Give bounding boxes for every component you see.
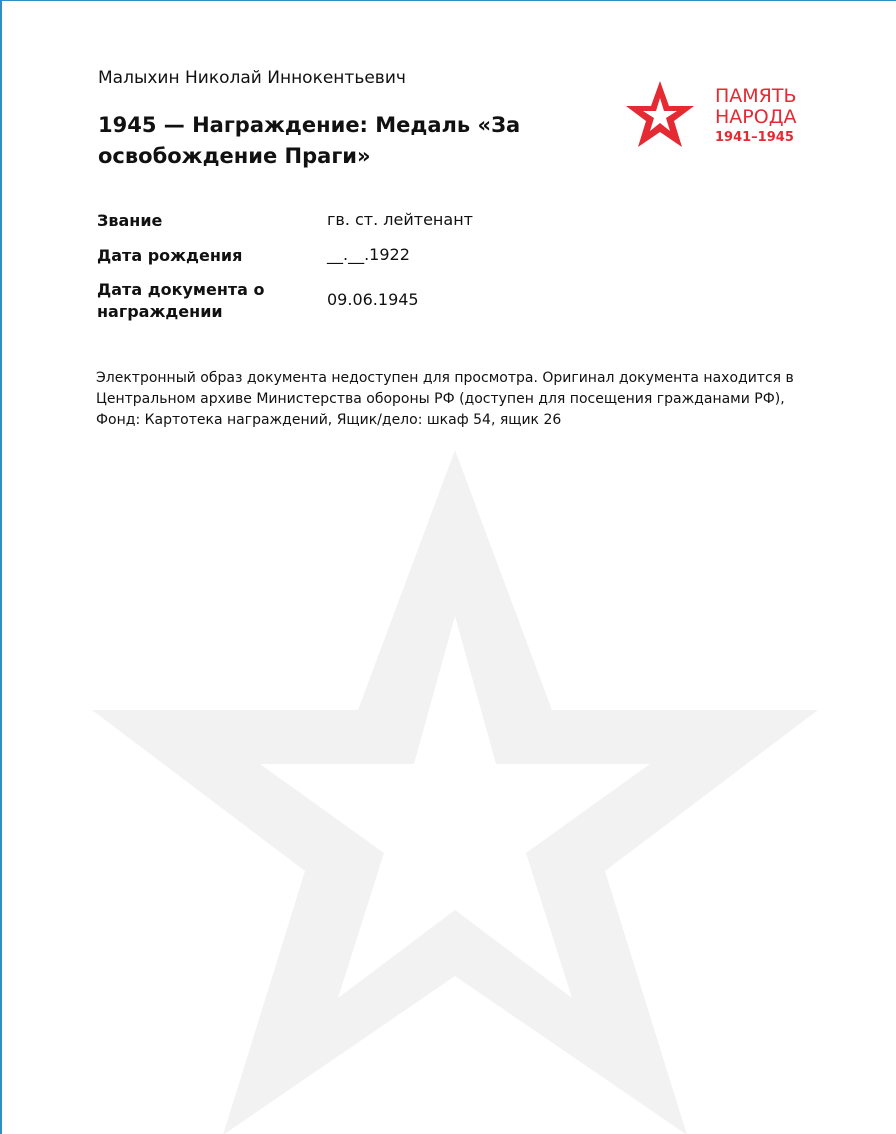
field-value: __.__.1922 xyxy=(327,245,410,264)
field-value: 09.06.1945 xyxy=(327,290,419,309)
logo-text xyxy=(715,86,797,146)
star-watermark-icon xyxy=(90,448,820,1134)
document-title: 1945 — Награждение: Медаль «За освобождение Праги» xyxy=(98,113,521,168)
archive-note: Электронный образ документа недоступен для просмотра. Оригинал документа находится в Центральном архиве Министерства обороны РФ (доступен для посещения гражданами РФ), Фонд: Картотека награждений, Ящик/дело: шкаф 54, ящик 26 xyxy=(96,370,794,428)
field-label: Звание xyxy=(97,211,163,230)
logo-line-1: ПАМЯТЬ xyxy=(715,85,797,107)
field-label: Дата документа о награждении xyxy=(97,280,265,321)
person-name: Малыхин Николай Иннокентьевич xyxy=(98,68,406,88)
red-star-icon xyxy=(625,80,695,150)
field-value: гв. ст. лейтенант xyxy=(327,210,473,229)
field-label: Дата рождения xyxy=(97,246,243,265)
pamyat-naroda-logo[interactable] xyxy=(625,80,825,152)
logo-years: 1941–1945 xyxy=(715,130,794,145)
logo-line-2: НАРОДА xyxy=(715,106,797,128)
